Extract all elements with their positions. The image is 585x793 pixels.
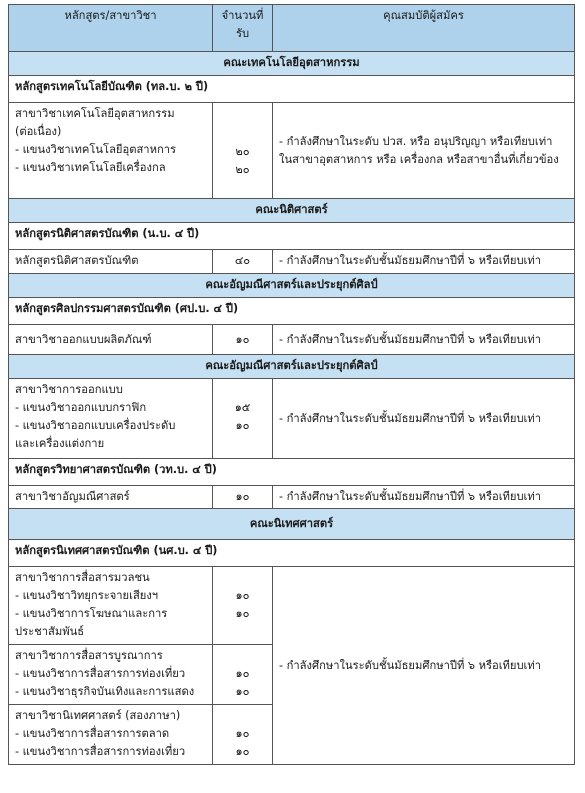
- qualification-text: - กำลังศึกษาในระดับ ปวส. หรือ อนุปริญญา หรือเทียบเท่า: [279, 134, 553, 148]
- qualification-text: - กำลังศึกษาในระดับชั้นมัธยมศึกษาปีที่ ๖ หรือเทียบเท่า: [273, 325, 575, 355]
- quota-value: ๑๐: [213, 486, 273, 509]
- track-item-cont: และเครื่องแต่งกาย: [15, 437, 105, 450]
- faculty-row: [9, 509, 575, 540]
- quota-value: ๒๐: [235, 163, 250, 176]
- quota-value: ๑๐: [235, 727, 250, 740]
- program-cell: [9, 567, 213, 645]
- program-cell: [9, 379, 213, 459]
- major-name: สาขาวิชาการสื่อสารมวลชน: [15, 571, 150, 584]
- program-cell: [9, 103, 213, 199]
- major-name: สาขาวิชาเทคโนโลยีอุตสาหกรรม: [15, 107, 175, 120]
- quota-value: ๑๕: [234, 401, 251, 414]
- quota-value: ๑๐: [235, 685, 250, 698]
- track-item: - แขนงวิชาออกแบบเครื่องประดับ: [15, 419, 176, 432]
- qualification-text: - กำลังศึกษาในระดับชั้นมัธยมศึกษาปีที่ ๖ หรือเทียบเท่า: [273, 250, 575, 274]
- qualification-text: - กำลังศึกษาในระดับชั้นมัธยมศึกษาปีที่ ๖ หรือเทียบเท่า: [273, 567, 575, 765]
- quota-value: ๑๐: [235, 667, 250, 680]
- faculty-row: [9, 355, 575, 379]
- track-item: - แขนงวิชาเทคโนโลยีอุตสาหการ: [15, 143, 177, 156]
- quota-value: ๔๐: [213, 250, 273, 274]
- track-item: - แขนงวิชาวิทยุกระจายเสียงฯ: [15, 589, 159, 602]
- track-item: - แขนงวิชาการสื่อสารการตลาด: [15, 727, 170, 740]
- major-note: (ต่อเนื่อง): [15, 125, 62, 138]
- faculty-row: [9, 52, 575, 76]
- program-cell: [9, 645, 213, 705]
- faculty-gemology-2: คณะอัญมณีศาสตร์และประยุกต์ศิลป์: [9, 355, 575, 379]
- table-row: [9, 379, 575, 459]
- quota-value: ๒๐: [235, 145, 250, 158]
- qualification-text: ในสาขาอุตสาหการ หรือ เครื่องกล หรือสาขาอื่นที่เกี่ยวข้อง: [279, 152, 559, 166]
- table-row: [9, 250, 575, 274]
- header-program: หลักสูตร/สาขาวิชา: [9, 5, 213, 52]
- program-row: [9, 540, 575, 567]
- header-qualification: คุณสมบัติผู้สมัคร: [273, 5, 575, 52]
- program-title: หลักสูตรวิทยาศาสตรบัณฑิต (วท.บ. ๔ ปี): [9, 459, 575, 486]
- program-row: [9, 76, 575, 103]
- quota-value: ๑๐: [235, 607, 250, 620]
- header-quota: จำนวนที่รับ: [213, 5, 273, 52]
- quota-cell: [213, 567, 273, 645]
- major-name: สาขาวิชาการออกแบบ: [15, 383, 123, 396]
- qualification-cell: [273, 103, 575, 199]
- program-title: หลักสูตรเทคโนโลยีบัณฑิต (ทล.บ. ๒ ปี): [9, 76, 575, 103]
- faculty-gemology: คณะอัญมณีศาสตร์และประยุกต์ศิลป์: [9, 274, 575, 298]
- track-item: - แขนงวิชาธุรกิจบันเทิงและการแสดง: [15, 685, 195, 698]
- faculty-communication-arts: คณะนิเทศศาสตร์: [9, 509, 575, 540]
- table-row: [9, 486, 575, 509]
- program-title: หลักสูตรศิลปกรรมศาสตรบัณฑิต (ศป.บ. ๔ ปี): [9, 298, 575, 325]
- faculty-row: [9, 199, 575, 223]
- admission-table: [8, 4, 575, 765]
- table-header-row: [9, 5, 575, 52]
- program-cell: [9, 705, 213, 765]
- qualification-text: - กำลังศึกษาในระดับชั้นมัธยมศึกษาปีที่ ๖ หรือเทียบเท่า: [273, 486, 575, 509]
- major-name: สาขาวิชาการสื่อสารบูรณาการ: [15, 649, 163, 662]
- track-item: - แขนงวิชาการสื่อสารการท่องเที่ยว: [15, 745, 186, 758]
- major-name: สาขาวิชานิเทศศาสตร์ (สองภาษา): [15, 709, 181, 722]
- table-row: [9, 103, 575, 199]
- program-cell: หลักสูตรนิติศาสตรบัณฑิต: [9, 250, 213, 274]
- program-cell: สาขาวิชาออกแบบผลิตภัณฑ์: [9, 325, 213, 355]
- quota-cell: [213, 645, 273, 705]
- table-row: [9, 567, 575, 645]
- quota-value: ๑๐: [235, 745, 250, 758]
- program-title: หลักสูตรนิเทศศาสตรบัณฑิต (นศ.บ. ๔ ปี): [9, 540, 575, 567]
- qualification-text: - กำลังศึกษาในระดับชั้นมัธยมศึกษาปีที่ ๖ หรือเทียบเท่า: [273, 379, 575, 459]
- quota-value: ๑๐: [235, 419, 250, 432]
- program-title: หลักสูตรนิติศาสตรบัณฑิต (น.บ. ๔ ปี): [9, 223, 575, 250]
- quota-cell: [213, 379, 273, 459]
- quota-cell: [213, 705, 273, 765]
- faculty-industrial-technology: คณะเทคโนโลยีอุตสาหกรรม: [9, 52, 575, 76]
- track-item: - แขนงวิชาเทคโนโลยีเครื่องกล: [15, 161, 166, 174]
- track-item-cont: ประชาสัมพันธ์: [15, 625, 85, 638]
- track-item: - แขนงวิชาออกแบบกราฟิก: [15, 401, 147, 414]
- quota-value: ๑๐: [235, 589, 250, 602]
- faculty-law: คณะนิติศาสตร์: [9, 199, 575, 223]
- program-cell: สาขาวิชาอัญมณีศาสตร์: [9, 486, 213, 509]
- program-row: [9, 223, 575, 250]
- faculty-row: [9, 274, 575, 298]
- track-item: - แขนงวิชาการสื่อสารการท่องเที่ยว: [15, 667, 186, 680]
- track-item: - แขนงวิชาการโฆษณาและการ: [15, 607, 168, 620]
- quota-value: ๑๐: [213, 325, 273, 355]
- program-row: [9, 459, 575, 486]
- program-row: [9, 298, 575, 325]
- quota-cell: [213, 103, 273, 199]
- table-row: [9, 325, 575, 355]
